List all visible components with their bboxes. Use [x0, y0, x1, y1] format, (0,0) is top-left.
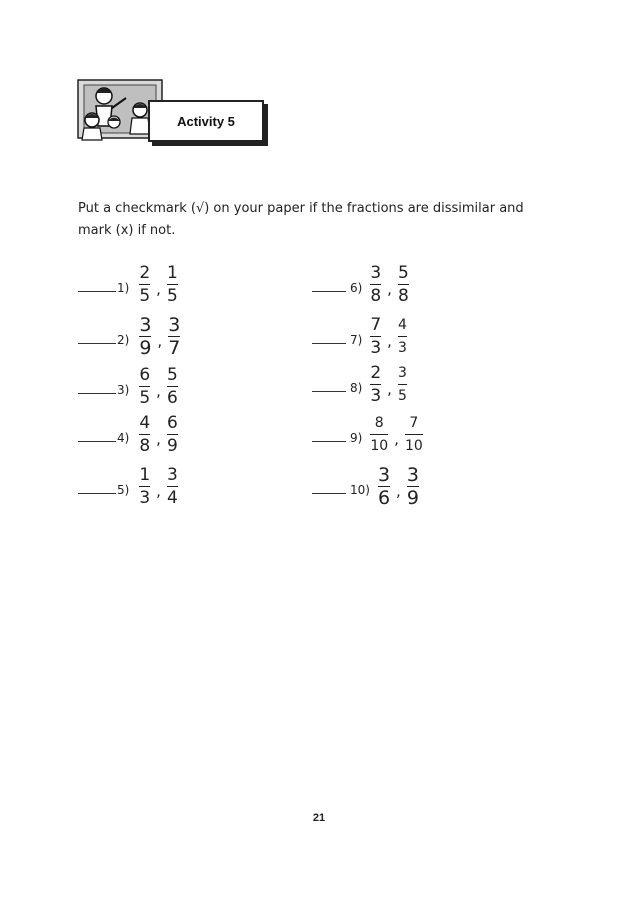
fraction-bar: [167, 386, 178, 387]
item-label: 9): [350, 431, 363, 445]
denominator: 5: [139, 285, 151, 306]
denominator: 5: [397, 387, 407, 404]
fraction-a: [370, 315, 381, 358]
fraction-b: [405, 413, 423, 456]
denominator: 8: [370, 285, 382, 306]
denominator: 8: [139, 435, 151, 456]
item-label: 2): [117, 333, 130, 347]
fraction-b: [167, 413, 178, 456]
denominator: 3: [370, 385, 382, 406]
numerator: 3: [377, 463, 391, 486]
separator: ,: [387, 332, 392, 350]
numerator: 5: [397, 262, 409, 283]
separator: ,: [396, 482, 401, 500]
numerator: 3: [139, 313, 152, 336]
fraction-bar: [405, 434, 423, 435]
fraction-b: [398, 315, 407, 358]
answer-blank: [78, 492, 116, 494]
activity-header: [74, 76, 264, 146]
denominator: 6: [166, 387, 178, 408]
fraction-b: [168, 315, 180, 358]
item-4: [78, 412, 180, 456]
numerator: 3: [166, 464, 178, 485]
fraction-b: [407, 465, 419, 508]
separator: ,: [156, 382, 161, 400]
denominator: 3: [370, 337, 382, 358]
separator: ,: [394, 430, 399, 448]
fraction-bar: [398, 336, 407, 337]
denominator: 3: [139, 487, 151, 508]
fraction-bar: [398, 384, 407, 385]
item-1: [78, 262, 180, 306]
denominator: 5: [139, 387, 151, 408]
numerator: 7: [370, 314, 382, 335]
separator: ,: [156, 280, 161, 298]
denominator: 10: [404, 437, 423, 454]
fraction-b: [167, 365, 178, 408]
item-label: 8): [350, 381, 363, 395]
numerator: 2: [370, 362, 382, 383]
separator: ,: [156, 482, 161, 500]
fraction-a: [139, 413, 150, 456]
item-5: [78, 464, 180, 508]
fraction-bar: [167, 486, 178, 487]
item-2: [78, 314, 182, 358]
fraction-bar: [398, 284, 409, 285]
answer-blank: [78, 392, 116, 394]
numerator: 3: [168, 313, 181, 336]
fraction-a: [139, 263, 150, 306]
numerator: 1: [166, 262, 178, 283]
item-8: [312, 362, 409, 406]
separator: ,: [157, 332, 163, 350]
denominator: 6: [377, 486, 391, 509]
item-3: [78, 364, 180, 408]
activity-title-box: [148, 100, 264, 142]
denominator: 9: [139, 336, 152, 359]
answer-blank: [312, 342, 346, 344]
fraction-a: [378, 465, 390, 508]
item-7: [312, 314, 409, 358]
numerator: 1: [139, 464, 151, 485]
answer-blank: [78, 290, 116, 292]
instructions-text: Put a checkmark (√) on your paper if the fractions are dissimilar and mark (x) if not.: [78, 201, 524, 238]
fraction-b: [167, 465, 178, 508]
item-label: 4): [117, 431, 130, 445]
numerator: 4: [139, 412, 151, 433]
denominator: 8: [397, 285, 409, 306]
numerator: 2: [139, 262, 151, 283]
item-label: 7): [350, 333, 363, 347]
item-label: 5): [117, 483, 130, 497]
denominator: 3: [397, 339, 407, 356]
fraction-bar: [370, 434, 388, 435]
fraction-bar: [139, 386, 150, 387]
item-9: [312, 412, 425, 456]
denominator: 7: [168, 336, 181, 359]
answer-blank: [312, 440, 346, 442]
answer-blank: [78, 440, 116, 442]
numerator: 7: [409, 414, 419, 431]
numerator: 6: [139, 364, 151, 385]
denominator: 9: [166, 435, 178, 456]
item-6: [312, 262, 411, 306]
fraction-bar: [370, 336, 381, 337]
fraction-a: [370, 263, 381, 306]
item-10: [312, 464, 421, 508]
denominator: 9: [406, 486, 419, 509]
item-label: 6): [350, 281, 363, 295]
numerator: 3: [406, 463, 419, 486]
numerator: 8: [374, 414, 384, 431]
numerator: 6: [166, 412, 178, 433]
fraction-bar: [370, 384, 381, 385]
fraction-bar: [167, 284, 178, 285]
item-label: 1): [117, 281, 130, 295]
denominator: 10: [370, 437, 389, 454]
fraction-bar: [139, 434, 150, 435]
fraction-a: [139, 365, 150, 408]
fraction-bar: [139, 486, 150, 487]
numerator: 3: [397, 364, 407, 381]
fraction-a: [370, 363, 381, 406]
item-label: 10): [350, 483, 370, 497]
fraction-b: [398, 263, 409, 306]
answer-blank: [312, 290, 346, 292]
separator: ,: [156, 430, 161, 448]
fraction-b: [398, 363, 407, 406]
numerator: 5: [166, 364, 178, 385]
answer-blank: [312, 492, 346, 494]
fraction-bar: [167, 434, 178, 435]
fraction-bar: [139, 284, 150, 285]
numerator: 4: [397, 316, 407, 333]
fraction-a: [370, 413, 388, 456]
page-number: 21: [312, 812, 326, 824]
activity-title: Activity 5: [177, 113, 235, 129]
fraction-bar: [370, 284, 381, 285]
separator: ,: [387, 380, 392, 398]
fraction-a: [139, 315, 151, 358]
separator: ,: [387, 280, 392, 298]
denominator: 5: [166, 285, 178, 306]
answer-blank: [312, 390, 346, 392]
numerator: 3: [370, 262, 382, 283]
fraction-b: [167, 263, 178, 306]
fraction-a: [139, 465, 150, 508]
item-label: 3): [117, 383, 130, 397]
denominator: 4: [166, 487, 178, 508]
answer-blank: [78, 342, 116, 344]
